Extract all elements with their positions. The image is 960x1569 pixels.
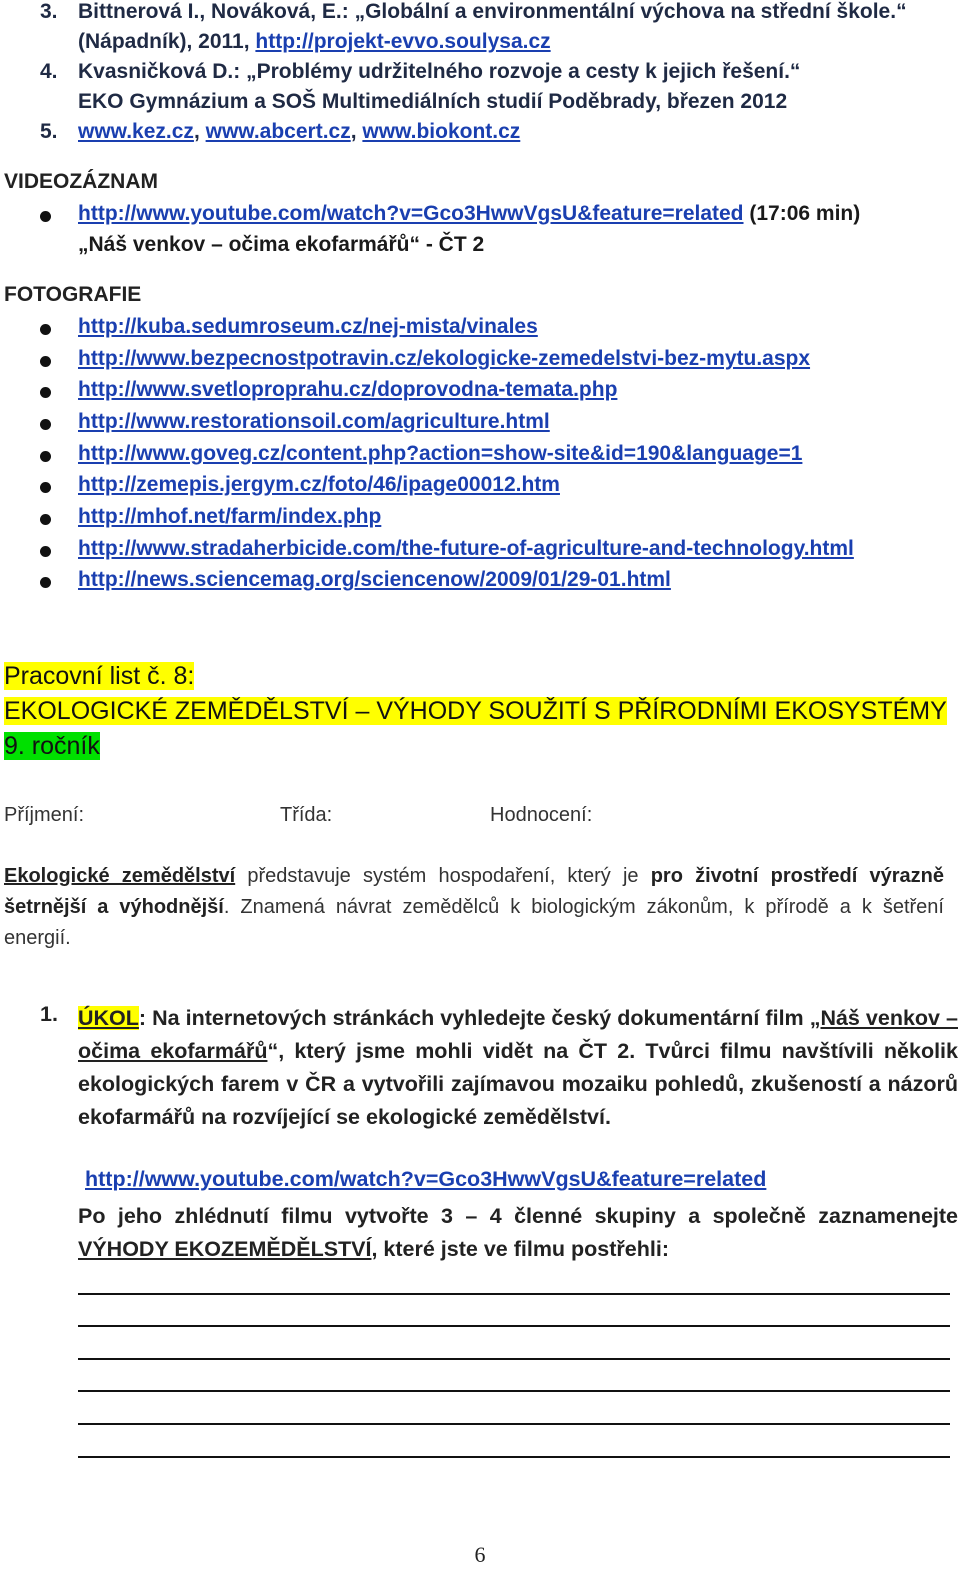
photo-link-item: [0, 473, 960, 501]
reference-text: Bittnerová I., Nováková, E.: „Globální a environmentální výchova na střední škole.“: [78, 0, 907, 23]
bullet-icon: [40, 211, 51, 222]
evaluation-field-label: Hodnocení:: [490, 804, 593, 826]
task-label: ÚKOL: [78, 1006, 139, 1030]
bullet-icon: [40, 324, 51, 335]
answer-line[interactable]: [78, 1456, 950, 1458]
reference-text: Kvasničková D.: „Problémy udržitelného rozvoje a cesty k jejich řešení.“: [78, 60, 801, 83]
video-link[interactable]: http://www.youtube.com/watch?v=Gco3HwwVgsU&feature=related: [78, 202, 744, 225]
reference-text: (Nápadník), 2011,: [78, 30, 256, 53]
bullet-icon: [40, 419, 51, 430]
reference-5: 5. www.kez.cz, www.abcert.cz, www.biokont.cz: [40, 120, 521, 143]
bullet-icon: [40, 482, 51, 493]
task-film-title: „Náš venkov – očima ekofarmářů: [78, 1006, 958, 1063]
reference-number: 5.: [40, 120, 58, 143]
answer-line[interactable]: [78, 1390, 950, 1392]
photo-link[interactable]: http://kuba.sedumroseum.cz/nej-mista/vinales: [78, 315, 538, 338]
bullet-icon: [40, 577, 51, 588]
intro-term: Ekologické zemědělství: [4, 865, 236, 887]
photo-link[interactable]: http://zemepis.jergym.cz/foto/46/ipage00012.htm: [78, 473, 560, 496]
task-video-link[interactable]: http://www.youtube.com/watch?v=Gco3HwwVgsU&feature=related: [85, 1167, 767, 1191]
page-number: 6: [474, 1542, 486, 1567]
intro-paragraph: [4, 861, 944, 954]
photo-link[interactable]: http://mhof.net/farm/index.php: [78, 505, 382, 528]
task-number: 1.: [40, 1002, 58, 1026]
photos-heading: FOTOGRAFIE: [4, 283, 142, 306]
task-text: : Na internetových stránkách vyhledejte český dokumentární film: [138, 1006, 810, 1030]
task-instruction: [78, 1200, 958, 1266]
surname-field-label: Příjmení:: [4, 804, 85, 826]
photo-link[interactable]: http://www.svetloproprahu.cz/doprovodna-temata.php: [78, 378, 618, 401]
bullet-icon: [40, 451, 51, 462]
answer-line[interactable]: [78, 1325, 950, 1327]
bullet-icon: [40, 514, 51, 525]
photo-link-item: [0, 315, 960, 343]
photo-link-item: [0, 537, 960, 565]
answer-line[interactable]: [78, 1293, 950, 1295]
photo-link[interactable]: http://www.goveg.cz/content.php?action=show-site&id=190&language=1: [78, 442, 803, 465]
reference-link[interactable]: www.kez.cz: [78, 120, 194, 143]
answer-line[interactable]: [78, 1358, 950, 1360]
photo-link[interactable]: http://www.stradaherbicide.com/the-future-of-agriculture-and-technology.html: [78, 537, 854, 560]
task-text: “, který jsme mohli vidět na ČT 2. Tvůrci filmu navštívili několik ekologických farem v ČR a vytvořili zajímavou mozaiku pohledů, zkušeností a názorů ekofarmářů na rozvíjející se ekologické zemědělství.: [78, 1039, 958, 1129]
answer-line[interactable]: [78, 1423, 950, 1425]
video-duration: (17:06 min): [749, 202, 861, 225]
video-item: [0, 202, 960, 230]
worksheet-title: EKOLOGICKÉ ZEMĚDĚLSTVÍ – VÝHODY SOUŽITÍ S PŘÍRODNÍMI EKOSYSTÉMY: [4, 697, 947, 725]
photo-link-item: [0, 347, 960, 375]
reference-link[interactable]: www.abcert.cz: [205, 120, 351, 143]
worksheet-grade: 9. ročník: [4, 732, 100, 760]
photo-link[interactable]: http://www.restorationsoil.com/agriculture.html: [78, 410, 550, 433]
intro-text: . Znamená návrat zemědělců k biologickým zákonům, k přírodě a k šetření energií.: [4, 896, 944, 949]
video-title: „Náš venkov – očima ekofarmářů“ - ČT 2: [78, 233, 485, 256]
photo-link-item: [0, 378, 960, 406]
reference-link[interactable]: www.biokont.cz: [362, 120, 521, 143]
task-video-link-row: [85, 1167, 766, 1192]
reference-link[interactable]: http://projekt-evvo.soulysa.cz: [255, 30, 551, 53]
bullet-icon: [40, 546, 51, 557]
photo-link-item: [0, 505, 960, 533]
photo-link-item: [0, 568, 960, 596]
reference-4-continuation: EKO Gymnázium a SOŠ Multimediálních studií Poděbrady, březen 2012: [78, 90, 788, 113]
video-heading: VIDEOZÁZNAM: [4, 170, 158, 193]
task-emphasis: VÝHODY EKOZEMĚDĚLSTVÍ: [78, 1237, 372, 1261]
reference-3-continuation: [78, 30, 551, 54]
class-field-label: Třída:: [280, 804, 333, 826]
bullet-icon: [40, 356, 51, 367]
task-text: Po jeho zhlédnutí filmu vytvořte 3 – 4 členné skupiny a společně zaznamenejte: [78, 1204, 958, 1228]
photo-link[interactable]: http://news.sciencemag.org/sciencenow/2009/01/29-01.html: [78, 568, 671, 591]
reference-number: 3.: [40, 0, 58, 23]
photo-link-item: [0, 442, 960, 470]
reference-number: 4.: [40, 60, 58, 83]
worksheet-label: Pracovní list č. 8:: [4, 662, 195, 690]
reference-3: [40, 0, 907, 24]
reference-4: [40, 60, 800, 84]
bullet-icon: [40, 387, 51, 398]
photo-link[interactable]: http://www.bezpecnostpotravin.cz/ekologicke-zemedelstvi-bez-mytu.aspx: [78, 347, 811, 370]
intro-text: představuje systém hospodaření, který je: [235, 865, 651, 887]
photo-link-item: [0, 410, 960, 438]
task-paragraph: [78, 1002, 958, 1134]
task-text: , které jste ve filmu postřehli:: [371, 1237, 669, 1261]
intro-emphasis: pro životní prostředí výrazně šetrnější a výhodnější: [4, 865, 945, 918]
